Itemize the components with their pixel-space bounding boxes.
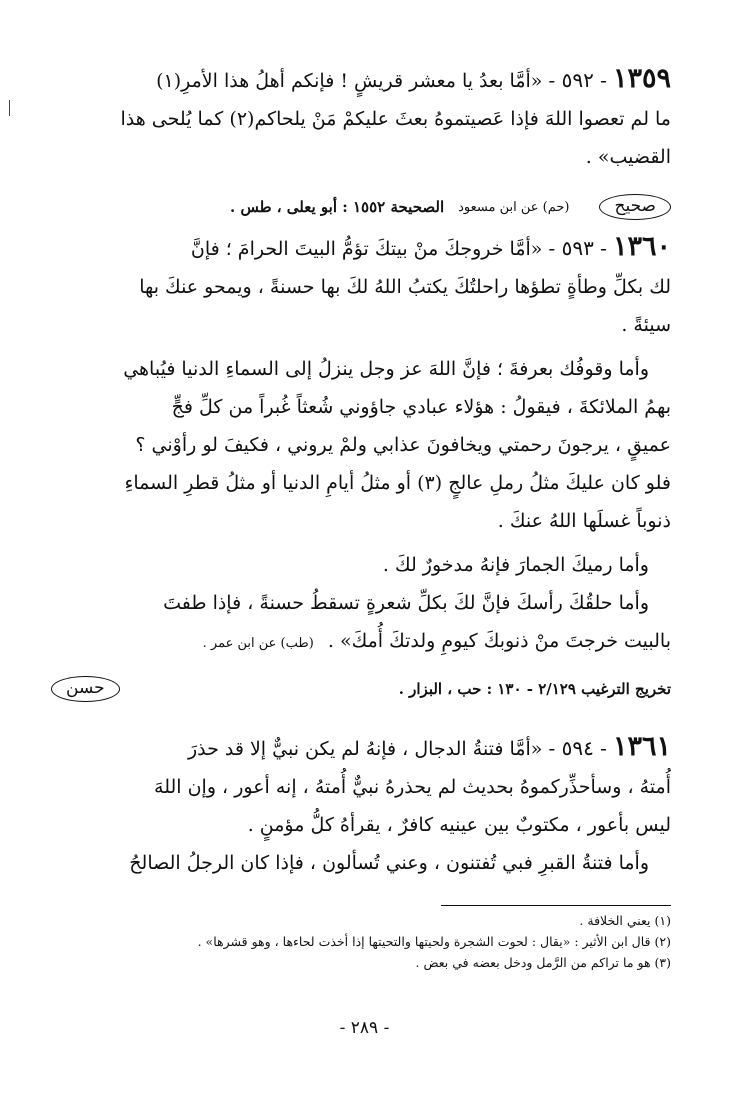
- hadith-1360-inline-source: (طب) عن ابن عمر .: [202, 636, 314, 651]
- hadith-1360-p2-line-4: فلو كان عليكَ مثلُ رملِ عالجٍ (٣) أو مثلُ أيامِ الدنيا أو مثلُ قطرِ السماءِ: [124, 472, 671, 494]
- hadith-1360-p2-line-2: بهمُ الملائكةَ ، فيقولُ : هؤلاء عبادي جاؤوني شُعثاً غُبراً من كلِّ فجٍّ: [171, 396, 671, 418]
- hadith-1360-subnumber: - ٥٩٣ -: [548, 236, 607, 260]
- hadith-1361-line-3: ليس بأعور ، مكتوبٌ بين عينيه كافرٌ ، يقرأهُ كلُّ مؤمنٍ .: [247, 814, 671, 836]
- hadith-1360-number: ١٣٦٠: [612, 231, 671, 262]
- footnotes: [51, 910, 671, 973]
- hadith-1360-p4-line-2: [51, 622, 671, 663]
- hadith-1360-p4-text-2: بالبيت خرجتَ منْ ذنوبكَ كيومِ ولدتكَ أُمكَ» .: [327, 630, 671, 652]
- hadith-1361-line-4: وأما فتنةُ القبرِ فبي تُفتنون ، وعني تُسألون ، فإذا كان الرجلُ الصالحُ: [129, 852, 649, 874]
- hadith-1359-source-ref: الصحيحة ١٥٥٢ : أبو يعلى ، طس .: [230, 198, 445, 216]
- hadith-1359-number: ١٣٥٩: [612, 63, 671, 94]
- hadith-1359-grade: صحيح: [599, 194, 671, 220]
- page-number: - ٢٨٩ -: [339, 1018, 390, 1038]
- hadith-1360-line-2: لك بكلِّ وطأةٍ تطؤها راحلتُكَ يكتبُ اللهُ لكَ بها حسنةً ، ويمحو عنكَ بها: [139, 276, 671, 298]
- hadith-1360-text-1: «أمَّا خروجكَ منْ بيتكَ تؤمُّ البيتَ الحرامَ ؛ فإنَّ: [190, 238, 543, 260]
- footnote-3: (٣) هو ما تراكم من الرَّمل ودخل بعضه في بعض .: [415, 955, 671, 970]
- hadith-1361-text-1: «أمَّا فتنةُ الدجال ، فإنهُ لم يكن نبيٌّ إلا قد حذرَ: [187, 738, 543, 760]
- hadith-1360-source: [51, 672, 671, 706]
- hadith-1359-source: [51, 190, 671, 224]
- hadith-1359: [51, 60, 671, 176]
- hadith-1361-subnumber: - ٥٩٤ -: [548, 736, 607, 760]
- footnote-separator: [441, 905, 671, 906]
- hadith-1359-source-abbrev: (حم) عن ابن مسعود: [458, 199, 570, 215]
- hadith-1360-paragraph-3: [51, 546, 671, 584]
- hadith-1360-grade: حسن: [51, 676, 120, 702]
- hadith-1360-line-1: [51, 228, 671, 268]
- hadith-1360-source-ref: تخريج الترغيب ٢/١٢٩ - ١٣٠ : حب ، البزار .: [398, 680, 671, 698]
- hadith-1359-line-1: [51, 60, 671, 100]
- footnote-1: (١) يعني الخلافة .: [579, 913, 671, 928]
- hadith-1360: [51, 228, 671, 344]
- hadith-1359-subnumber: - ٥٩٢ -: [548, 68, 607, 92]
- hadith-1360-line-3: سيئةً .: [621, 314, 671, 336]
- margin-mark: [9, 100, 10, 116]
- hadith-1361-number: ١٣٦١: [612, 731, 671, 762]
- hadith-1361-line-1: [51, 728, 671, 768]
- hadith-1360-p2-line-5: ذنوباً غسلَها اللهُ عنكَ .: [497, 510, 671, 532]
- hadith-1360-p4-line-1: وأما حلقُكَ رأسكَ فإنَّ لكَ بكلِّ شعرةٍ تسقطُ حسنةً ، فإذا طفتَ: [163, 592, 649, 614]
- hadith-1360-paragraph-4: [51, 584, 671, 663]
- hadith-1361: [51, 728, 671, 882]
- hadith-1360-p2-line-1: وأما وقوفُك بعرفةَ ؛ فإنَّ اللهَ عز وجل ينزلُ إلى السماءِ الدنيا فيُباهي: [123, 358, 649, 380]
- hadith-1360-p2-line-3: عميقٍ ، يرجونَ رحمتي ويخافونَ عذابي ولمْ يروني ، فكيفَ لو رأوْني ؟: [135, 434, 671, 456]
- footnote-2: (٢) قال ابن الأثير : «يقال : لحوت الشجرة ولحيتها والتحيتها إذا أخذت لحاءها ، وهو قشرها» .: [197, 934, 671, 949]
- hadith-1359-text-1: «أمَّا بعدُ يا معشر قريشٍ ! فإنكم أهلُ هذا الأمرِ(١): [156, 70, 543, 92]
- hadith-1360-p3-line-1: وأما رميكَ الجمارَ فإنهُ مدخورٌ لكَ .: [382, 554, 649, 576]
- hadith-1359-line-2: ما لم تعصوا اللهَ فإذا عَصيتموهُ بعثَ عليكمْ مَنْ يلحاكم(٢) كما يُلحى هذا: [120, 108, 671, 130]
- hadith-1359-line-3: القضيب» .: [585, 146, 671, 168]
- hadith-1360-paragraph-2: [51, 350, 671, 540]
- hadith-1361-line-2: أُمتهُ ، وسأحذِّركموهُ بحديث لم يحذرهُ نبيٌّ أُمتهُ ، إنه أعور ، وإن اللهَ: [154, 776, 671, 798]
